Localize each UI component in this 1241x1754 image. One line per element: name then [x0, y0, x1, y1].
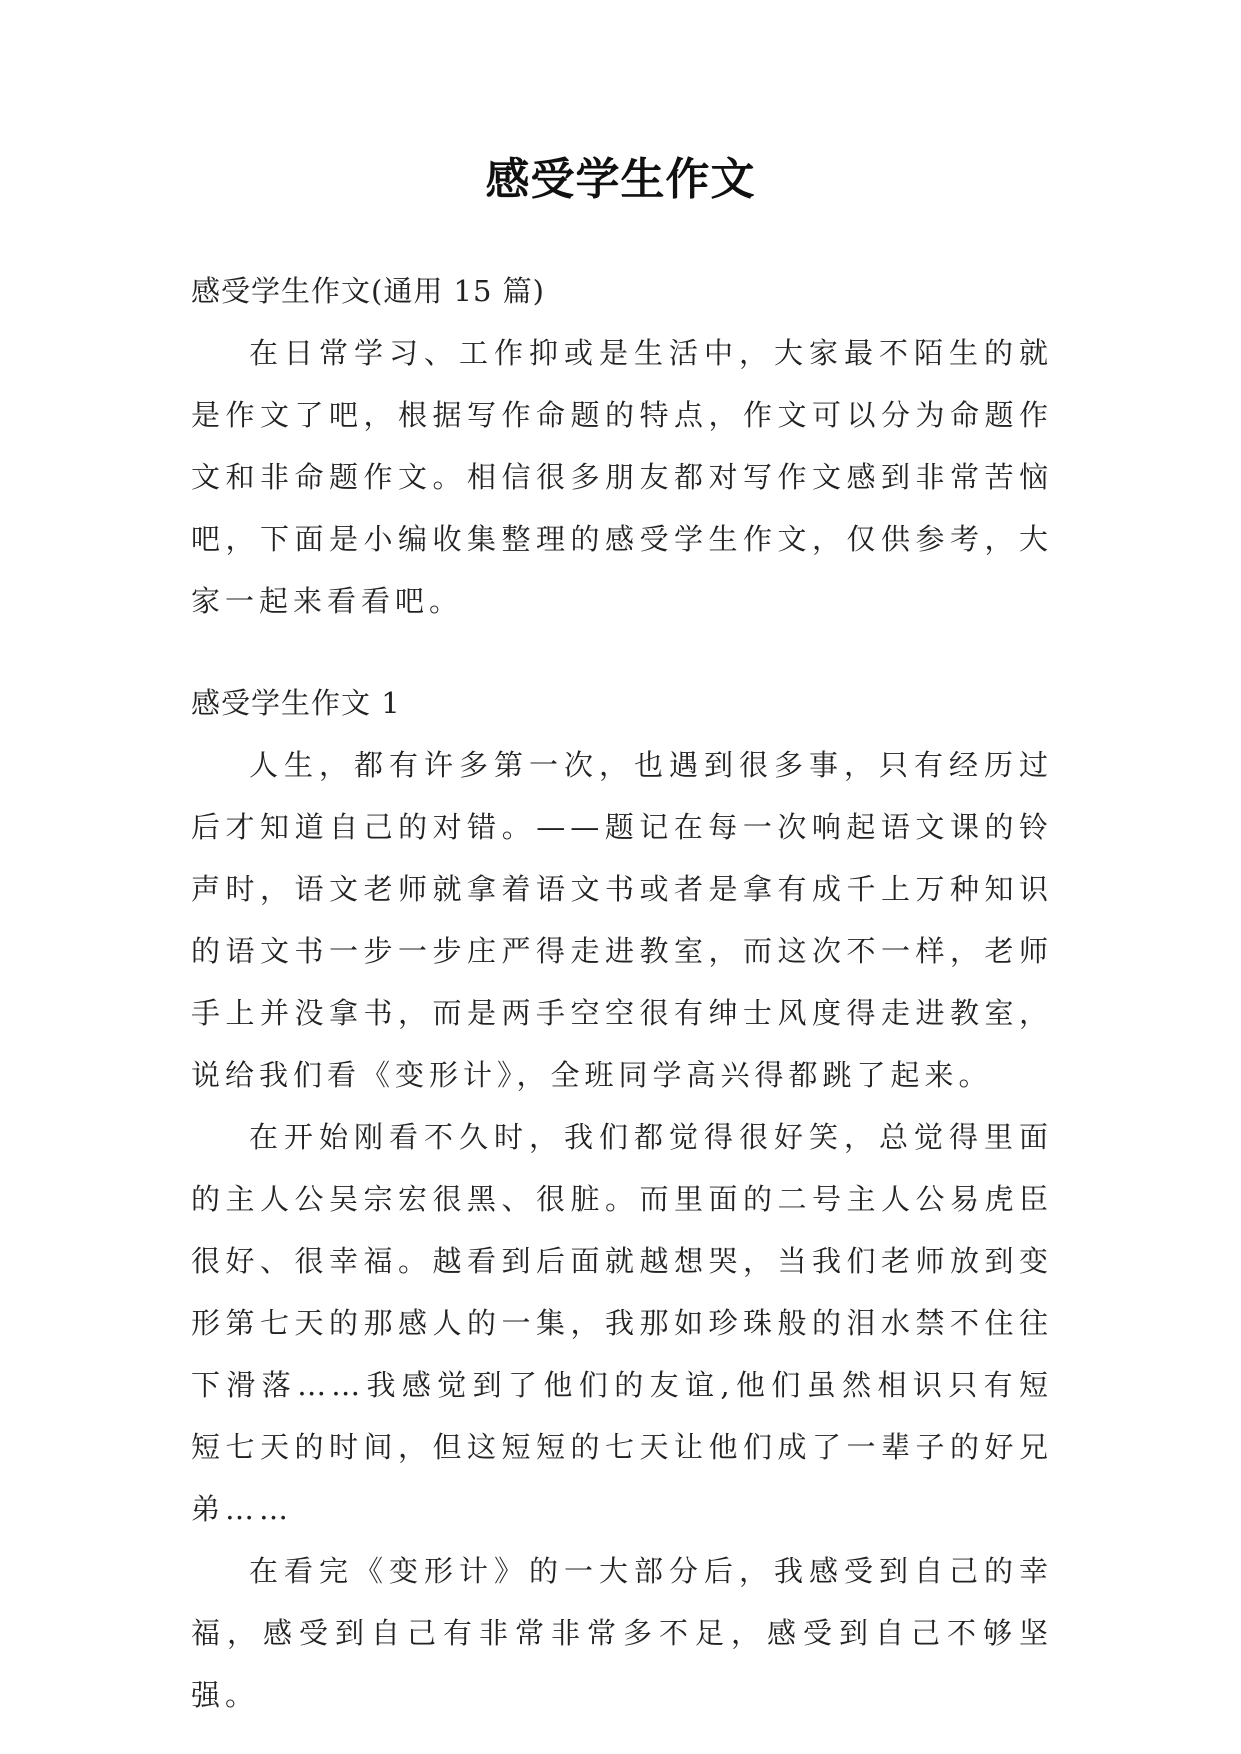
- essay-1-paragraph-1: 人生，都有许多第一次，也遇到很多事，只有经历过后才知道自己的对错。——题记在每一次响起语文课的铃声时，语文老师就拿着语文书或者是拿有成千上万种知识的语文书一步一步庄严得走进教室，而这次不一样，老师手上并没拿书，而是两手空空很有绅士风度得走进教室，说给我们看《变形计》，全班同学高兴得都跳了起来。: [191, 748, 1053, 1092]
- document-title: 感受学生作文: [485, 154, 756, 205]
- section-spacer: [191, 632, 1053, 672]
- intro-heading: 感受学生作文(通用 15 篇): [191, 274, 545, 308]
- essay-1-heading: 感受学生作文 1: [191, 686, 401, 720]
- intro-paragraph: 在日常学习、工作抑或是生活中，大家最不陌生的就是作文了吧，根据写作命题的特点，作文可以分为命题作文和非命题作文。相信很多朋友都对写作文感到非常苦恼吧，下面是小编收集整理的感受学生作文，仅供参考，大家一起来看看吧。: [191, 336, 1053, 618]
- essay-1-paragraph-2: 在开始刚看不久时，我们都觉得很好笑，总觉得里面的主人公吴宗宏很黑、很脏。而里面的二号主人公易虎臣很好、很幸福。越看到后面就越想哭，当我们老师放到变形第七天的那感人的一集，我那如珍珠般的泪水禁不住往下滑落……我感觉到了他们的友谊,他们虽然相识只有短短七天的时间，但这短短的七天让他们成了一辈子的好兄弟……: [191, 1120, 1053, 1526]
- document-body: [191, 260, 1053, 1726]
- essay-1-paragraph-3: 在看完《变形计》的一大部分后，我感受到自己的幸福，感受到自己有非常非常多不足，感受到自己不够坚强。: [191, 1554, 1053, 1712]
